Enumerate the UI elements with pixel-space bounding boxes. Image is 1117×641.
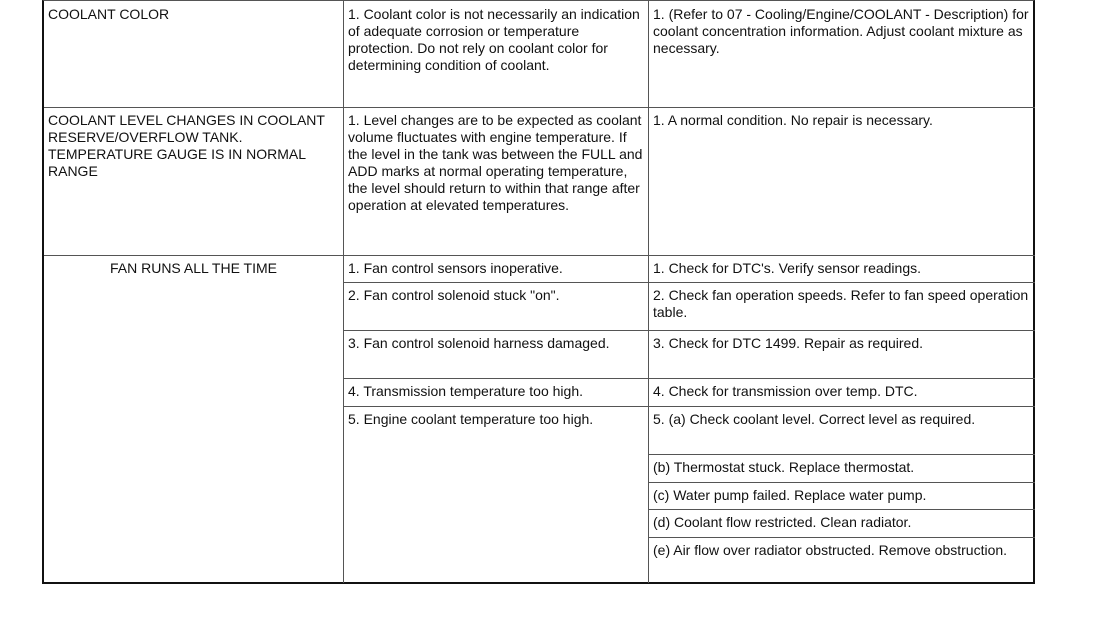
correction-cell: (c) Water pump failed. Replace water pump. xyxy=(649,482,1035,510)
correction-cell: 5. (a) Check coolant level. Correct level as required. xyxy=(649,406,1035,455)
correction-cell: 4. Check for transmission over temp. DTC. xyxy=(649,378,1035,407)
condition-cell: COOLANT LEVEL CHANGES IN COOLANT RESERVE/OVERFLOW TANK. TEMPERATURE GAUGE IS IN NORMAL RANGE xyxy=(44,107,344,256)
correction-cell: (d) Coolant flow restricted. Clean radiator. xyxy=(649,509,1035,538)
cause-cell: 1. Fan control sensors inoperative. xyxy=(344,255,649,283)
cause-cell: 1. Coolant color is not necessarily an indication of adequate corrosion or temperature protection. Do not rely on coolant color for determining condition of coolant. xyxy=(344,1,649,108)
correction-cell: 1. Check for DTC's. Verify sensor readings. xyxy=(649,255,1035,283)
correction-cell: 1. A normal condition. No repair is necessary. xyxy=(649,107,1035,256)
condition-cell: FAN RUNS ALL THE TIME xyxy=(44,255,344,583)
cause-cell: 3. Fan control solenoid harness damaged. xyxy=(344,330,649,379)
diagnosis-table xyxy=(42,0,1035,584)
correction-cell: (b) Thermostat stuck. Replace thermostat. xyxy=(649,454,1035,483)
cause-cell: 2. Fan control solenoid stuck "on". xyxy=(344,282,649,331)
correction-cell: 2. Check fan operation speeds. Refer to fan speed operation table. xyxy=(649,282,1035,331)
cause-cell: 5. Engine coolant temperature too high. xyxy=(344,406,649,583)
correction-cell: (e) Air flow over radiator obstructed. Remove obstruction. xyxy=(653,542,1008,558)
correction-cell: 3. Check for DTC 1499. Repair as required. xyxy=(649,330,1035,379)
cause-cell: 1. Level changes are to be expected as coolant volume fluctuates with engine temperature. If the level in the tank was between the FULL and ADD marks at normal operating temperature, the level should return to within that range after operation at elevated temperatures. xyxy=(344,107,649,256)
condition-cell: COOLANT COLOR xyxy=(44,1,344,108)
correction-cell: 1. (Refer to 07 - Cooling/Engine/COOLANT - Description) for coolant concentration information. Adjust coolant mixture as necessary. xyxy=(649,1,1035,108)
cause-cell: 4. Transmission temperature too high. xyxy=(344,378,649,407)
